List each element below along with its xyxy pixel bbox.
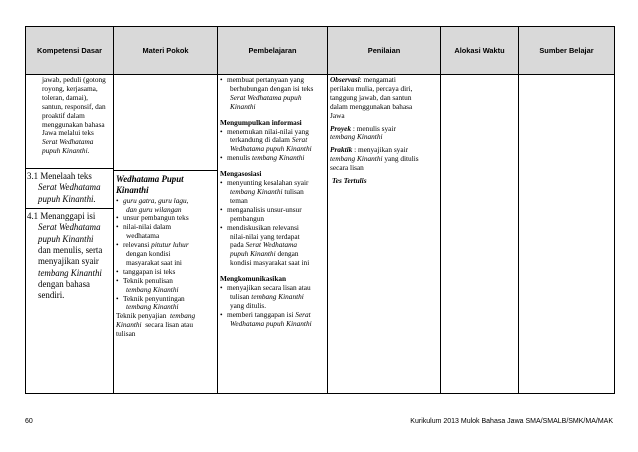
sumber-belajar-cell bbox=[519, 75, 615, 394]
proyek-label: Proyek bbox=[330, 123, 352, 133]
heading-mengumpulkan: Mengumpulkan informasi bbox=[220, 117, 302, 127]
heading-mengkomunikasikan: Mengkomunikasikan bbox=[220, 274, 287, 284]
list-item: • menulis tembang Kinanthi bbox=[220, 153, 305, 163]
header-pembelajaran: Pembelajaran bbox=[218, 27, 328, 75]
materi-pokok-cell bbox=[114, 75, 218, 394]
header-materi-pokok: Materi Pokok bbox=[114, 27, 218, 75]
praktik-label: Praktik bbox=[330, 145, 353, 155]
page-number: 60 bbox=[25, 418, 33, 425]
list-item: • memberi tanggapan isi Serat bbox=[220, 309, 311, 319]
list-item: • Teknik penulisan bbox=[116, 275, 173, 285]
kd-3-1: 3.1 Menelaah teks Serat Wedhatama pupuh Kinanthi. bbox=[26, 168, 113, 208]
list-item: • guru gatra, guru lagu, bbox=[116, 195, 189, 205]
list-item: • menyunting kesalahan syair bbox=[220, 178, 309, 188]
syllabus-table bbox=[25, 26, 615, 394]
header-penilaian: Penilaian bbox=[328, 27, 441, 75]
list-item: • unsur pembangun teks bbox=[116, 213, 189, 223]
materi-list: • guru gatra, guru lagu, dan guru wilangan • unsur pembangun teks • nilai-nilai dalam wedhatama • relevansi pitutur luhur dengan kondisi masyarakat saat ini • tanggapan isi teks • Teknik penulisan tembang Kinanthi • Teknik penyuntingan tembang Kinanthi Teknik penyajian tembang Kinanthi secara lisan atau tulisan bbox=[114, 197, 217, 340]
materi-title: Wedhatama Puput Kinanthi bbox=[114, 170, 217, 197]
footer-text: Kurikulum 2013 Mulok Bahasa Jawa SMA/SMALB/SMK/MA/MAK bbox=[410, 418, 613, 425]
list-item: • menemukan nilai-nilai yang bbox=[220, 126, 309, 136]
header-row bbox=[26, 27, 615, 75]
list-item: • nilai-nilai dalam bbox=[116, 222, 172, 232]
kd-continued: jawab, peduli (gotong royong, kerjasama, toleran, damai), santun, responsif, dan proaktif dalam menggunakan bahasa Jawa melalui teks Serat Wedhatama pupuh Kinanthi. bbox=[42, 75, 106, 156]
header-alokasi-waktu: Alokasi Waktu bbox=[441, 27, 519, 75]
list-item: • menyajikan secara lisan atau bbox=[220, 283, 311, 293]
list-item: • tanggapan isi teks bbox=[116, 266, 176, 276]
list-item: • relevansi pitutur luhur bbox=[116, 240, 189, 250]
penilaian-cell: Observasi: mengamati perilaku mulia, percaya diri, tanggung jawab, dan santun dalam menggunakan bahasa Jawa Proyek : menulis syair tembang Kinanthi Praktik : menyajikan syair tembang Kinanthi yang ditulis secara lisan Tes Tertulis bbox=[328, 75, 441, 394]
list-item: • menganalisis unsur-unsur bbox=[220, 204, 302, 214]
header-kompetensi-dasar: Kompetensi Dasar bbox=[26, 27, 114, 75]
pembelajaran-cell: • membuat pertanyaan yang berhubungan dengan isi teks Serat Wedhatama pupuh Kinanthi Mengumpulkan informasi • menemukan nilai-nilai yang terkandung di dalam Serat Wedhatama pupuh Kinanthi • menulis tembang Kinanthi Mengasosiasi • menyunting kesalahan syair tembang Kinanthi tulisan teman • menganalisis unsur-unsur pembangun • mendiskusikan relevansi nilai-nilai yang terdapat pada Serat Wedhatama pupuh Kinanthi dengan kondisi masyarakat saat ini Mengkomunikasikan • menyajikan secara lisan atau tulisan tembang Kinanthi yang ditulis. • memberi tanggapan isi Serat Wedhatama pupuh Kinanthi bbox=[218, 75, 328, 394]
list-item: • membuat pertanyaan yang bbox=[220, 75, 304, 84]
tes-tertulis-label: Tes Tertulis bbox=[332, 176, 367, 186]
list-item: • mendiskusikan relevansi bbox=[220, 222, 299, 232]
header-sumber-belajar: Sumber Belajar bbox=[519, 27, 615, 75]
content-row bbox=[26, 75, 615, 394]
alokasi-waktu-cell bbox=[441, 75, 519, 394]
observasi-label: Observasi bbox=[330, 75, 360, 84]
kd-cell bbox=[26, 75, 114, 394]
kd-4-1: 4.1 Menanggapi isi Serat Wedhatama pupuh Kinanthi dan menulis, serta menyajikan syair tembang Kinanthi dengan bahasa sendiri. bbox=[26, 208, 113, 301]
list-item: • Teknik penyuntingan bbox=[116, 293, 185, 303]
heading-mengasosiasi: Mengasosiasi bbox=[220, 169, 262, 179]
